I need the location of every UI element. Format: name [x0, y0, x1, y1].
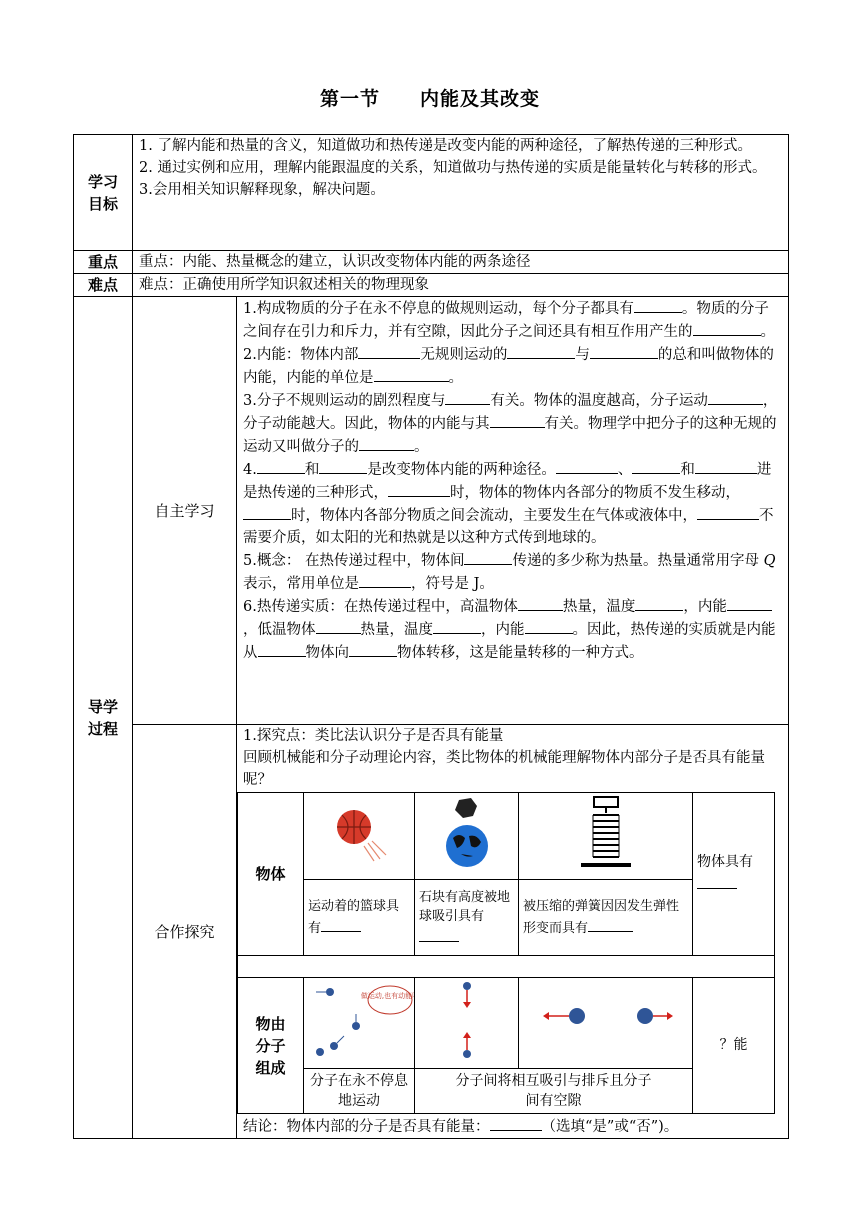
molecule-right-cell: ？能: [693, 978, 775, 1114]
question-4: 4. 和 是改变物体内能的两种途径。 、 和 进是热传递的三种形式， 时，物体的物体内各部分的物质不发生移动，时，物体内各部分物质之间会流动，主要发生在气体或液体中， 不需要介质，如太阳的光和热就是以这种方式传到地球的。: [243, 458, 782, 549]
stone-icon: [455, 798, 477, 818]
spacer-row: [238, 956, 775, 978]
key-points: 重点：内能、热量概念的建立，认识改变物体内能的两条途径: [133, 251, 789, 274]
molecule-caption-1: 分子在永不停息地运动: [304, 1069, 415, 1114]
molecule-icon: [304, 978, 414, 1062]
question-1: 1.构成物质的分子在永不停息的做规则运动，每个分子都具有 。物质的分子之间存在引力和斥力，并有空隙，因此分子之间还具有相互作用产生的 。: [243, 297, 782, 343]
object-right-cell: 物体具有: [693, 793, 775, 956]
key-label: 重点: [74, 251, 133, 274]
earth-icon: [437, 796, 497, 870]
spring-icon: [571, 795, 641, 871]
analogy-table: [237, 792, 775, 1114]
goal-item: 3.会用相关知识解释现象，解决问题。: [139, 182, 385, 198]
spring-image: [519, 793, 693, 880]
stone-earth-image: [415, 793, 519, 880]
molecule-attract-image: [415, 978, 519, 1069]
self-study-content: [237, 297, 789, 725]
object-label: 物体: [238, 793, 304, 956]
basketball-image: [304, 793, 415, 880]
molecule-label: 物由分子组成: [238, 978, 304, 1114]
page-title: 第一节 内能及其改变: [319, 88, 541, 110]
svg-text:做运动,也有动能呢: 做运动,也有动能呢: [360, 992, 414, 1000]
self-study-label: 自主学习: [133, 297, 237, 725]
question-2: 2.内能：物体内部 无规则运动的 与 的总和叫做物体的内能，内能的单位是 。: [243, 343, 782, 389]
difficulty-points: 难点：正确使用所学知识叙述相关的物理现象: [133, 274, 789, 297]
question-6: 6.热传递实质：在热传递过程中，高温物体 热量，温度 ，内能，低温物体 热量，温度 ，内能 。因此，热传递的实质就是内能从 物体向 物体转移，这是能量转移的一种方式。: [243, 595, 782, 664]
coop-intro: 回顾机械能和分子动理论内容，类比物体的机械能理解物体内部分子是否具有能量呢？: [243, 750, 765, 788]
goal-item: 2. 通过实例和应用，理解内能跟温度的关系，知道做功与热传递的实质是能量转化与转移的形式。: [139, 160, 767, 176]
stone-caption: 石块有高度被地球吸引具有: [415, 880, 519, 956]
conclusion: 结论：物体内部的分子是否具有能量： （选填“是”或“否”)。: [243, 1115, 782, 1138]
goals-list: [133, 135, 789, 251]
spring-caption: 被压缩的弹簧因因发生弹性形变而具有: [519, 880, 693, 956]
molecule-caption-2: 分子间将相互吸引与排斥且分子间有空隙: [415, 1069, 693, 1114]
goal-item: 1. 了解内能和热量的含义，知道做功和热传递是改变内能的两种途径，了解热传递的三种形式。: [139, 138, 752, 154]
question-5: 5.概念： 在热传递过程中，物体间 传递的多少称为热量。热量通常用字母 Q表示，常用单位是 ，符号是 J。: [243, 549, 782, 595]
difficulty-label: 难点: [74, 274, 133, 297]
process-label: 导学过程: [74, 297, 133, 1139]
question-3: 3.分子不规则运动的剧烈程度与 有关。物体的温度越高，分子运动 ，分子动能越大。因此，物体的内能与其 有关。物理学中把分子的这种无规的运动又叫做分子的 。: [243, 389, 782, 458]
goals-label: 学习目标: [74, 135, 133, 251]
molecule-motion-image: [304, 978, 415, 1069]
coop-point: 1.探究点：类比法认识分子是否具有能量: [243, 728, 504, 744]
molecule-repel-image: [519, 978, 693, 1069]
cooperation-content: [237, 725, 789, 1139]
lesson-table: [73, 134, 789, 1139]
molecule-icon: [521, 978, 691, 1062]
basketball-icon: [324, 801, 394, 865]
ball-caption: 运动着的篮球具有: [304, 880, 415, 956]
cooperation-label: 合作探究: [133, 725, 237, 1139]
molecule-icon: [417, 978, 517, 1062]
